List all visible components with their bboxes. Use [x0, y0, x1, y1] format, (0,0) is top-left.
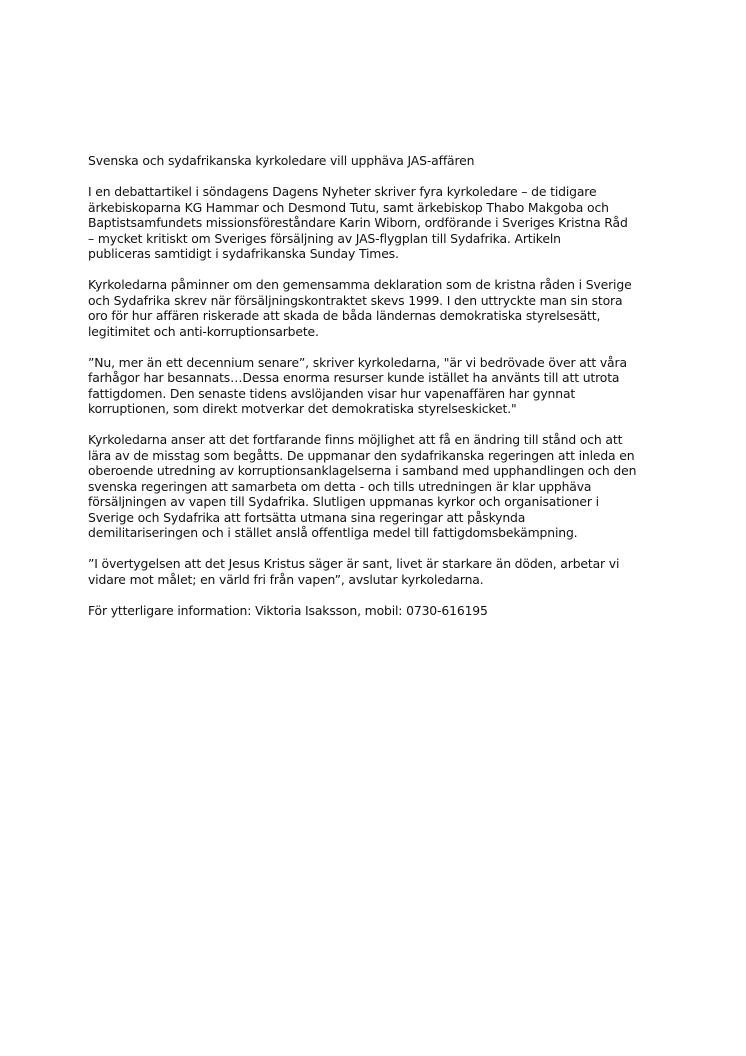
document-title: Svenska och sydafrikanska kyrkoledare vill upphäva JAS-affären [88, 153, 475, 168]
paragraph-demands: Kyrkoledarna anser att det fortfarande finns möjlighet att få en ändring till stånd och att lära av de misstag som begåtts. De uppmanar den sydafrikanska regeringen att inleda en oberoende utredning av korruptionsanklagelserna i samband med upphandlingen och den svenska regeringen att samarbeta om detta - och tills utredningen är klar upphäva försäljningen av vapen till Sydafrika. Slutligen uppmanas kyrkor och organisationer i Sverige och Sydafrika att fortsätta utmana sina regeringar att påskynda demilitariseringen och i stället anslå offentliga medel till fattigdomsbekämpning. [88, 432, 637, 540]
paragraph-intro: I en debattartikel i söndagens Dagens Nyheter skriver fyra kyrkoledare – de tidigare ärkebiskoparna KG Hammar och Desmond Tutu, samt ärkebiskop Thabo Makgoba och Baptistsamfundets missionsföreståndare Karin Wiborn, ordförande i Sveriges Kristna Råd – mycket kritiskt om Sveriges försäljning av JAS-flygplan till Sydafrika. Artikeln publiceras samtidigt i sydafrikanska Sunday Times. [88, 184, 628, 261]
document-page [88, 153, 668, 634]
paragraph-closing-quote: ”I övertygelsen att det Jesus Kristus säger är sant, livet är starkare än döden, arbetar vi vidare mot målet; en värld fri från vapen”, avslutar kyrkoledarna. [88, 556, 620, 587]
paragraph-quote: ”Nu, mer än ett decennium senare”, skriver kyrkoledarna, "är vi bedrövade över att våra farhågor har besannats…Dessa enorma resurser kunde istället ha använts till att utrota fattigdomen. Den senaste tidens avslöjanden visar hur vapenaffären har gynnat korruptionen, som direkt motverkar det demokratiska styrelseskicket." [88, 354, 627, 416]
contact-information: För ytterligare information: Viktoria Isaksson, mobil: 0730-616195 [88, 602, 488, 618]
paragraph-declaration: Kyrkoledarna påminner om den gemensamma deklaration som de kristna råden i Sverige och Sydafrika skrev när försäljningskontraktet skevs 1999. I den uttryckte man sin stora oro för hur affären riskerade att skada de båda ländernas demokratiska styrelsesätt, legitimitet och anti-korruptionsarbete. [88, 277, 632, 339]
